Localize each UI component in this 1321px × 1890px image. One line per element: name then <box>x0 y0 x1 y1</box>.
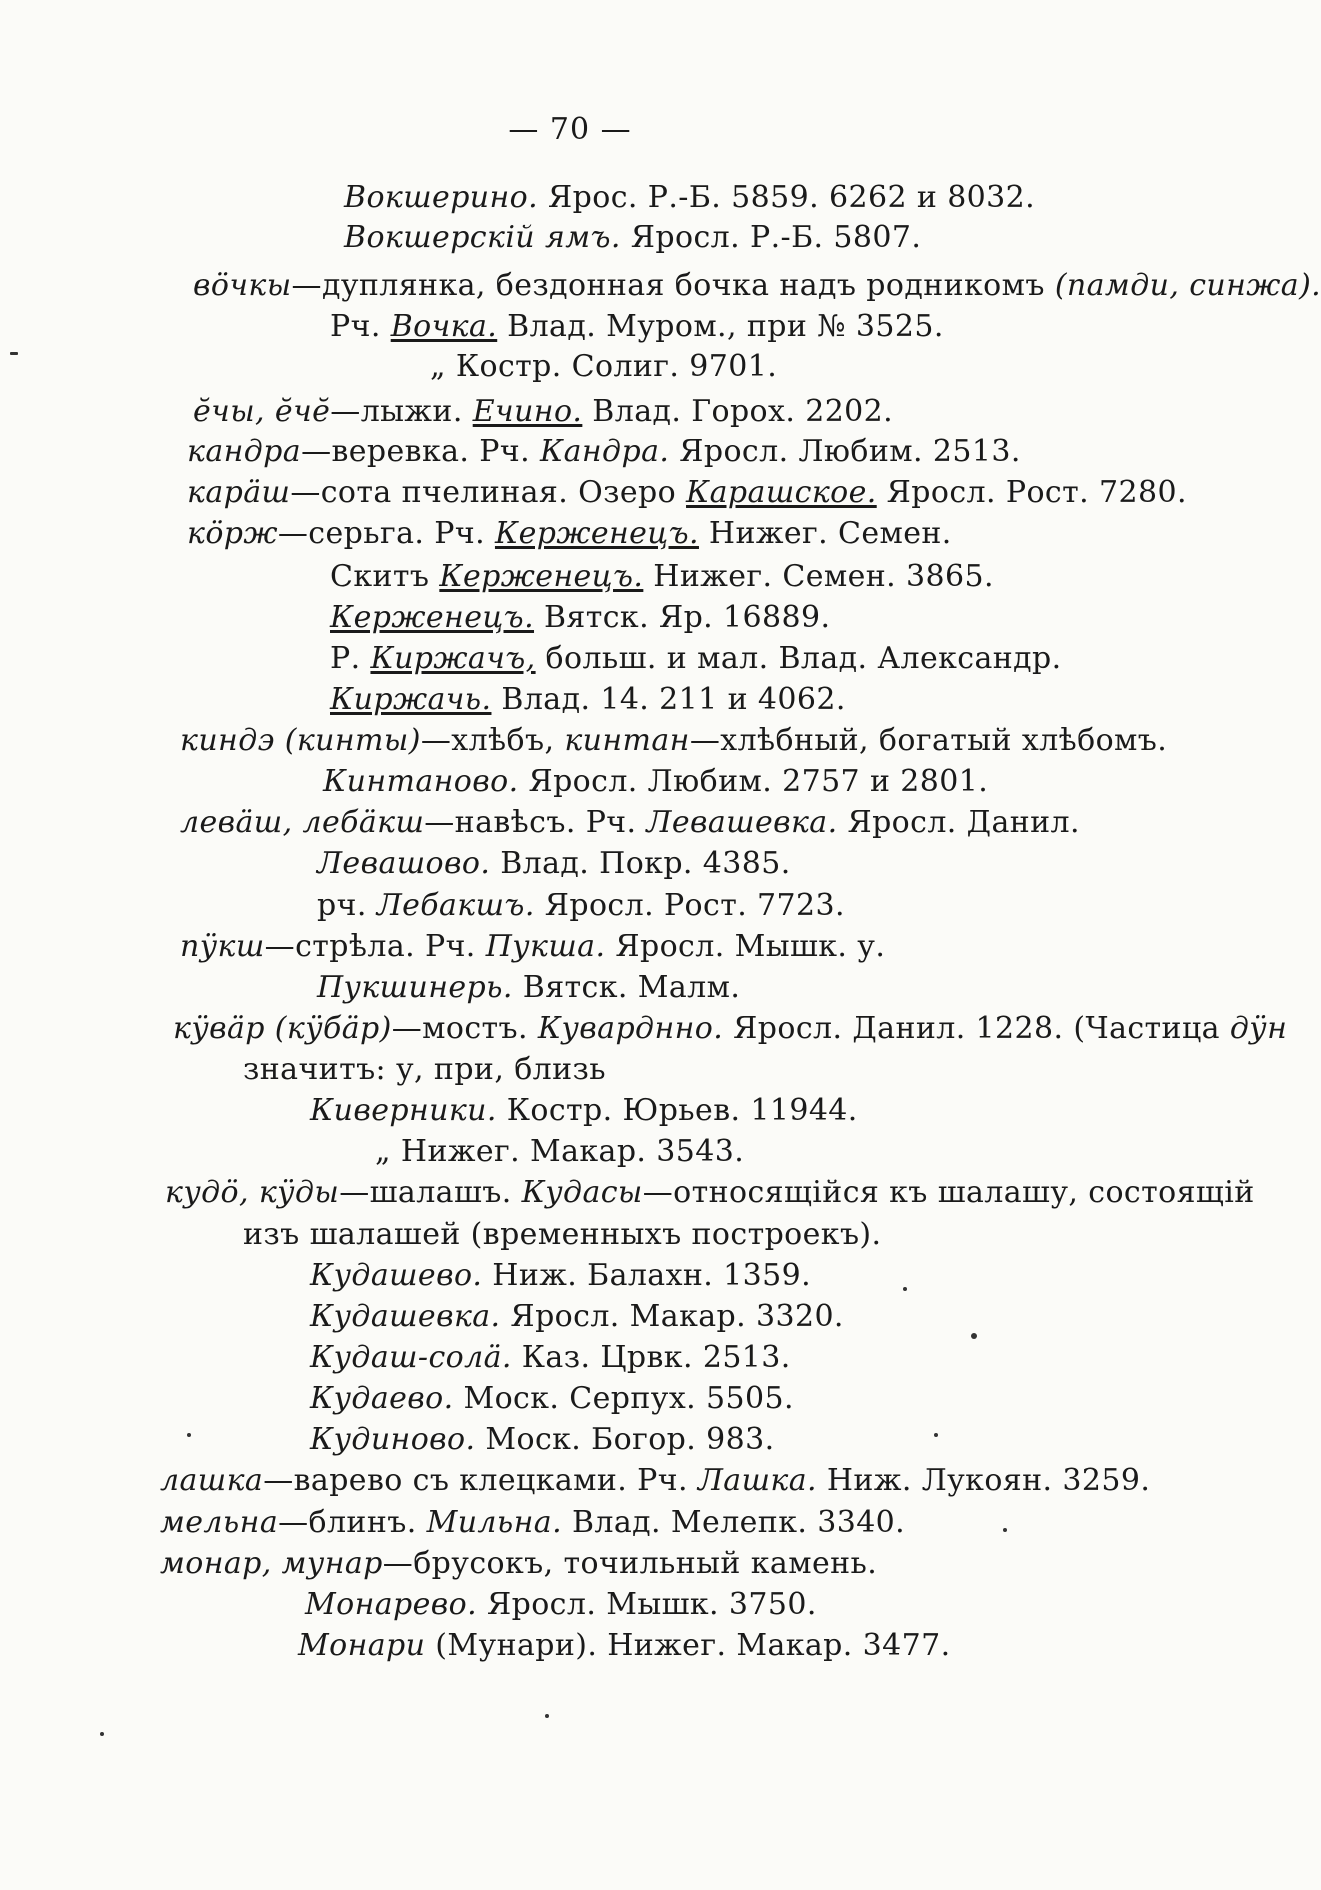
entry-line <box>310 1257 811 1295</box>
entry-term: Левашово. <box>317 846 491 881</box>
entry-term: пӱкш <box>180 929 265 964</box>
entry-text: Яросл. Мышк. 3750. <box>477 1587 817 1622</box>
entry-term: Левашевка. <box>646 805 838 840</box>
entry-text: Нижег. Семен. 3865. <box>643 559 994 594</box>
entry-line <box>243 1216 881 1254</box>
entry-text: Костр. Юрьев. 11944. <box>496 1093 858 1128</box>
entry-text: Влад. Горох. 2202. <box>582 394 894 429</box>
print-speck <box>545 1714 549 1718</box>
entry-line <box>310 1298 844 1336</box>
entry-text: Нижег. Семен. <box>698 516 952 551</box>
entry-line <box>180 928 885 966</box>
entry-term: Кинтаново. <box>323 764 519 799</box>
entry-line <box>430 348 777 386</box>
entry-text: Яросл. Рост. 7723. <box>534 888 845 923</box>
entry-term: кӧрж <box>187 516 278 551</box>
entry-term: мельна <box>160 1505 279 1540</box>
entry-term: карӓш <box>187 475 291 510</box>
entry-term: Кудиново. <box>310 1422 476 1457</box>
entry-term: Вочка. <box>390 309 498 344</box>
print-speck <box>1003 1528 1007 1532</box>
entry-line <box>323 763 988 801</box>
entry-text: —дуплянка, бездонная бочка надъ родникомъ <box>291 268 1055 303</box>
entry-text: —блинъ. <box>278 1505 427 1540</box>
entry-text: —стрѣла. Рч. <box>264 929 486 964</box>
entry-term: Кудаш-солӓ. <box>310 1340 512 1375</box>
entry-line <box>193 267 1321 305</box>
entry-text: Яросл. Данил. 1228. (Частица <box>723 1011 1230 1046</box>
print-speck <box>187 1433 191 1437</box>
entry-line <box>160 1545 877 1583</box>
entry-term: Кудасы <box>521 1175 643 1210</box>
entry-text: —веревка. Рч. <box>301 434 540 469</box>
entry-text: Яросл. Рост. 7280. <box>876 475 1187 510</box>
entry-text: „ Нижег. Макар. 3543. <box>375 1134 745 1169</box>
entry-text: Яросл. Мышк. у. <box>605 929 886 964</box>
entry-line <box>344 179 1035 217</box>
entry-text: (Мунари). Нижег. Макар. 3477. <box>425 1628 951 1663</box>
print-speck <box>934 1433 938 1437</box>
entry-term: левӓш, лебӓкш <box>180 805 425 840</box>
entry-line <box>344 219 921 257</box>
entry-text: больш. и мал. Влад. Александр. <box>535 641 1062 676</box>
entry-term: Керженецъ. <box>494 516 699 551</box>
entry-line <box>317 845 791 883</box>
entry-term: Кудашевка. <box>310 1299 501 1334</box>
entry-text: Р. <box>330 641 371 676</box>
entry-term: Пукша. <box>485 929 606 964</box>
entry-term: Пукшинерь. <box>317 970 513 1005</box>
entry-term: кӱвӓр (кӱбӓр) <box>173 1011 392 1046</box>
entry-text: Каз. Црвк. 2513. <box>511 1340 791 1375</box>
entry-term: Керженецъ. <box>330 600 535 635</box>
entry-line <box>173 1010 1287 1048</box>
entry-line <box>375 1133 744 1171</box>
entry-text: Яросл. Данил. <box>837 805 1080 840</box>
entry-line <box>187 433 1021 471</box>
entry-text: Яросл. Любим. 2757 и 2801. <box>518 764 989 799</box>
entry-line <box>310 1339 791 1377</box>
entry-text: —серьга. Рч. <box>277 516 495 551</box>
entry-term: Куварднно. <box>537 1011 724 1046</box>
print-speck <box>100 1732 104 1736</box>
entry-term: Лашка. <box>697 1463 817 1498</box>
entry-text: рч. <box>317 888 377 923</box>
entry-line <box>243 1051 606 1089</box>
entry-line <box>310 1380 794 1418</box>
entry-term: Лебакшъ. <box>376 888 535 923</box>
entry-text: —сота пчелиная. Озеро <box>290 475 687 510</box>
entry-term: Мильна. <box>426 1505 563 1540</box>
entry-term: ӗчы, ӗчӗ <box>193 394 331 429</box>
entry-text: значитъ: у, при, близь <box>243 1052 606 1087</box>
entry-term: кандра <box>187 434 302 469</box>
entry-line <box>187 515 952 553</box>
entry-line <box>187 474 1187 512</box>
entry-line <box>180 722 1167 760</box>
entry-text: Яросл. Макар. 3320. <box>500 1299 844 1334</box>
entry-line <box>317 969 740 1007</box>
entry-term: (памди, синжа). <box>1054 268 1321 303</box>
entry-term: лашка <box>160 1463 264 1498</box>
entry-term: Карашское. <box>686 475 877 510</box>
entry-text: Моск. Серпух. 5505. <box>453 1381 794 1416</box>
entry-text: Ниж. Балахн. 1359. <box>482 1258 812 1293</box>
entry-line <box>330 558 994 596</box>
entry-line <box>317 887 845 925</box>
entry-line <box>330 308 944 346</box>
print-speck <box>971 1333 977 1339</box>
entry-term: кинтан <box>564 723 690 758</box>
entry-term: Вокшерино. <box>344 180 539 215</box>
entry-term: монар, мунар <box>160 1546 383 1581</box>
entry-text: —мостъ. <box>391 1011 538 1046</box>
entry-text: —хлѣбъ, <box>420 723 565 758</box>
entry-term: Киверники. <box>310 1093 497 1128</box>
entry-term: Кудаево. <box>310 1381 454 1416</box>
entry-term: Монарево. <box>305 1587 478 1622</box>
entry-term: Монари <box>298 1628 426 1663</box>
entry-text: —варево съ клецками. Рч. <box>263 1463 698 1498</box>
entry-text: изъ шалашей (временныхъ построекъ). <box>243 1217 882 1252</box>
entry-term: Кандра. <box>539 434 670 469</box>
entry-text: Влад. 14. 211 и 4062. <box>491 682 846 717</box>
entry-text: Вятск. Малм. <box>512 970 741 1005</box>
entry-text: Ниж. Лукоян. 3259. <box>816 1463 1151 1498</box>
entry-term: вӧчкы <box>193 268 292 303</box>
entry-text: Рч. <box>330 309 391 344</box>
entry-line <box>180 804 1080 842</box>
entry-term: Вокшерскій ямъ. <box>344 220 621 255</box>
entry-text: Влад. Мелепк. 3340. <box>562 1505 906 1540</box>
entry-line <box>310 1421 775 1459</box>
entry-line <box>310 1092 858 1130</box>
entry-term: кудӧ, кӱды <box>165 1175 340 1210</box>
entry-term: Киржачь. <box>330 682 492 717</box>
entry-line <box>160 1462 1150 1500</box>
print-speck <box>10 352 18 355</box>
entry-line <box>330 599 830 637</box>
entry-text: —навѣсъ. Рч. <box>424 805 647 840</box>
page-number: — 70 — <box>508 112 632 147</box>
entry-text: Моск. Богор. 983. <box>475 1422 775 1457</box>
entry-text: —относящійся къ шалашу, состоящій <box>642 1175 1255 1210</box>
entry-term: Керженецъ. <box>439 559 644 594</box>
entry-line <box>305 1586 817 1624</box>
entry-term: киндэ (кинты) <box>180 723 421 758</box>
entry-text: Ярос. Р.-Б. 5859. 6262 и 8032. <box>538 180 1036 215</box>
entry-term: Киржачъ, <box>370 641 536 676</box>
entry-text: Яросл. Р.-Б. 5807. <box>620 220 922 255</box>
entry-line <box>165 1174 1255 1212</box>
entry-term: дӱн <box>1229 1011 1288 1046</box>
entry-term: Ечино. <box>472 394 583 429</box>
entry-line <box>160 1504 905 1542</box>
entry-term: Кудашево. <box>310 1258 483 1293</box>
entry-text: Скитъ <box>330 559 440 594</box>
entry-text: —брусокъ, точильный камень. <box>382 1546 878 1581</box>
entry-text: Влад. Покр. 4385. <box>490 846 791 881</box>
entry-line <box>330 681 846 719</box>
entry-text: —хлѣбный, богатый хлѣбомъ. <box>689 723 1168 758</box>
entry-line <box>193 393 893 431</box>
entry-line <box>330 640 1062 678</box>
print-speck <box>903 1287 907 1291</box>
entry-text: Яросл. Любим. 2513. <box>669 434 1021 469</box>
entry-text: Вятск. Яр. 16889. <box>534 600 831 635</box>
entry-line <box>298 1627 951 1665</box>
entry-text: Влад. Муром., при № 3525. <box>497 309 944 344</box>
entry-text: —лыжи. <box>330 394 473 429</box>
entry-text: „ Костр. Солиг. 9701. <box>430 349 778 384</box>
entry-text: —шалашъ. <box>339 1175 522 1210</box>
